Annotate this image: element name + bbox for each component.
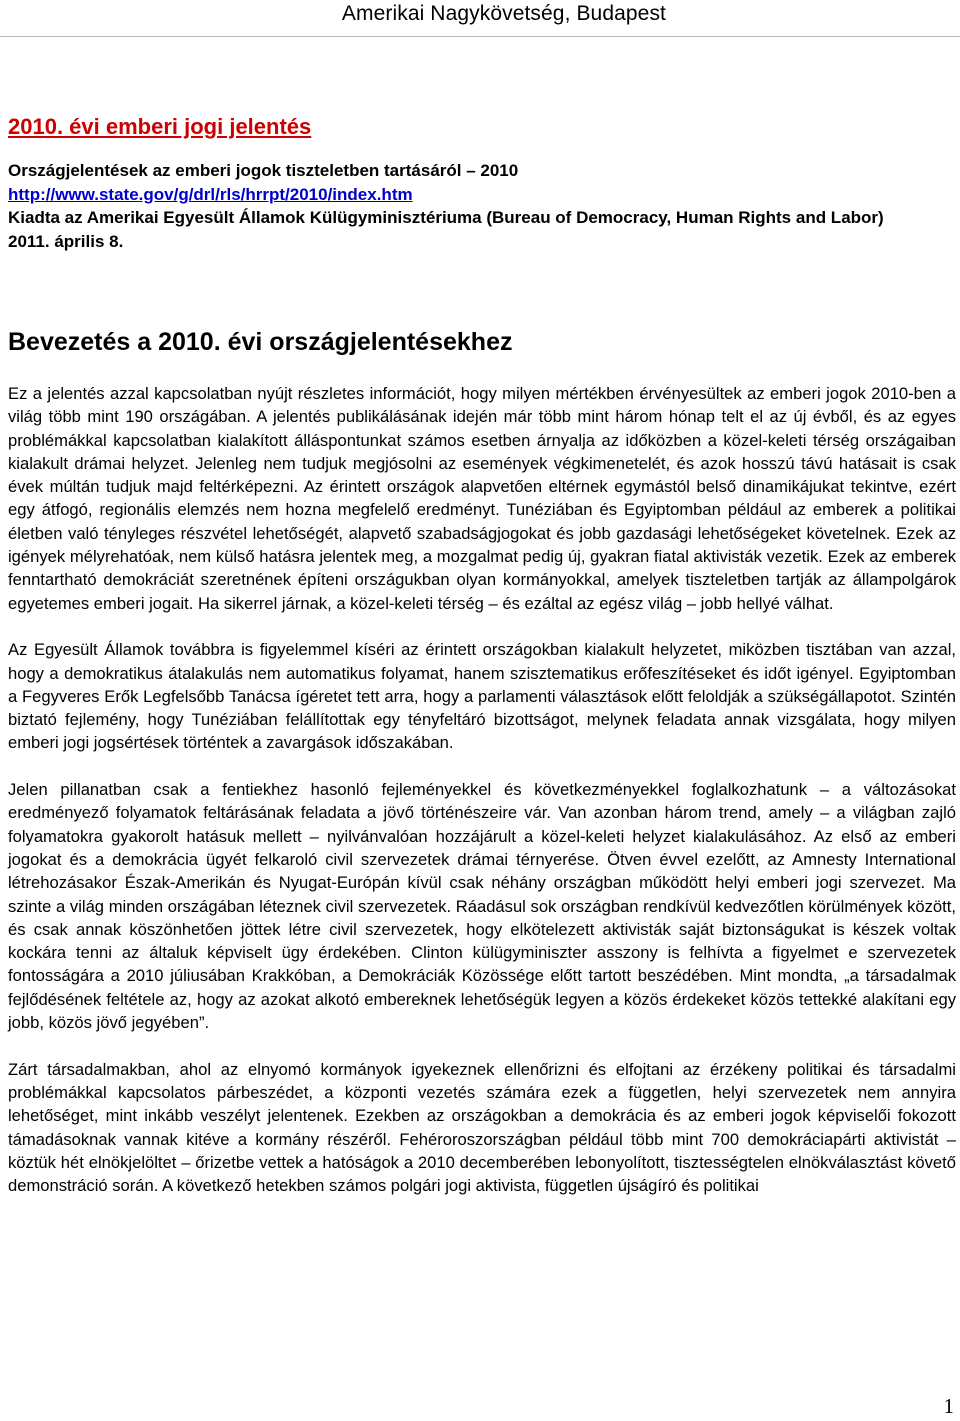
- source-link[interactable]: http://www.state.gov/g/drl/rls/hrrpt/2010/index.htm: [8, 184, 413, 204]
- paragraph: Jelen pillanatban csak a fentiekhez hasonló fejleményekkel és következményekkel foglalkozhatunk – a változásokat eredményező folyamatok feltárásának feladata a jövő történészeire vár. Van azonban három trend, amely – a világban zajló folyamatokra gyakorolt hatásuk mellett – nyilvánvalóan hozzájárult a közel-keleti helyzet kialakulásához. Az első az emberi jogokat és a demokrácia ügyét felkaroló civil szervezetek drámai térnyerése. Ötven évvel ezelőtt, az Amnesty International létrehozásakor Észak-Amerikán és Nyugat-Európán kívül csak néhány országban működött helyi emberi jogi szervezet. Ma szinte a világ minden országában léteznek civil szervezetek. Ráadásul sok országban rendkívül kedvezőtlen körülmények között, és csak annak köszönhetően jöttek létre civil szervezetek, hogy elkötelezett aktivisták saját biztonságukat is készek voltak kockára tenni az általuk képviselt ügy érdekében. Clinton külügyminiszter asszony is felhívta a figyelmet e szervezetek fontosságára a 2010 júliusában Krakkóban, a Demokráciák Közössége előtt tartott beszédében. Mint mondta, „a társadalmak fejlődésének feltétele az, hogy az azokat alkotó embereknek lehetőségük legyen a közös érdekeket közös tettekké alakítani egy jobb, közös jövő jegyében”.: [8, 780, 956, 1033]
- document-title: 2010. évi emberi jogi jelentés: [8, 114, 312, 139]
- publication-date: 2011. április 8.: [8, 231, 124, 251]
- document-meta: [8, 159, 956, 253]
- body-text: [8, 382, 956, 1221]
- page-number: 1: [943, 1394, 954, 1418]
- publisher-line: Kiadta az Amerikai Egyesült Államok Külügyminisztériuma (Bureau of Democracy, Human Rights and Labor): [8, 208, 884, 227]
- paragraph: Ez a jelentés azzal kapcsolatban nyújt részletes információt, hogy milyen mértékben érvényesültek az emberi jogok 2010-ben a világ több mint 190 országában. A jelentés publikálásának idején már több mint három hónap telt el az új évből, és az egyes problémákkal kapcsolatban kialakított álláspontunkat számos esetben árnyalja az időközben a közel-keleti térség országaiban kialakult drámai helyzet. Jelenleg nem tudjuk megjósolni az események végkimenetelét, és azok hosszú távú hatásait is csak évek múltán tudjuk majd feltérképezni. Az érintett országok alapvetően eltérnek egymástól belső dinamikájukat tekintve, ezért egy átfogó, regionális elemzés nem hozna megfelelő eredményt. Tunéziában és Egyiptomban például az emberek a politikai életben való tényleges részvétel lehetőségét, alapvető szabadságjogokat és jobb gazdasági lehetőségeket követelnek. Ezek az igények mélyrehatóak, nem külső hatásra jelentek meg, a mozgalmat pedig új, gyakran fiatal aktivisták vezetik. Ezek az emberek fenntartható demokráciát szeretnének építeni országukban olyan kormányokkal, amelyek tiszteletben tartják az állampolgárok egyetemes emberi jogait. Ha sikerrel járnak, a közel-keleti térség – és ezáltal az egész világ – jobb hellyé válhat.: [8, 384, 956, 613]
- section-heading: Bevezetés a 2010. évi országjelentésekhez: [8, 328, 513, 356]
- document-subtitle: Országjelentések az emberi jogok tiszteletben tartásáról – 2010: [8, 161, 519, 180]
- paragraph: Zárt társadalmakban, ahol az elnyomó kormányok igyekeznek ellenőrizni és elfojtani az érzékeny politikai és társadalmi problémákkal kapcsolatos párbeszédet, a központi vezetés számára ezek a független, helyi szervezetek nem annyira lehetőséget, mint inkább veszélyt jelentenek. Ezekben az országokban a demokrácia és az emberi jogok képviselői fokozott támadásoknak vannak kitéve a kormány részéről. Fehéroroszországban például több mint 700 demokráciapárti aktivistát – köztük hét elnökjelöltet – őrizetbe vettek a hatóságok a 2010 decemberében lebonyolított, tisztességtelen elnökválasztást követő demonstráció során. A következő hetekben számos polgári jogi aktivista, független újságíró és politikai: [8, 1059, 956, 1196]
- running-header: Amerikai Nagykövetség, Budapest: [341, 2, 666, 25]
- header-divider: [0, 36, 960, 37]
- paragraph: Az Egyesült Államok továbbra is figyelemmel kíséri az érintett országokban kialakult helyzetet, miközben tisztában van azzal, hogy a demokratikus átalakulás nem automatikus folyamat, hanem szisztematikus erőfeszítéseket és időt igényel. Egyiptomban a Fegyveres Erők Legfelsőbb Tanácsa ígéretet tett arra, hogy a parlamenti választások előtt feloldják a szükségállapotot. Szintén biztató fejlemény, hogy Tunéziában felállítottak egy tényfeltáró bizottságot, melynek feladata annak vizsgálata, hogy milyen emberi jogi jogsértések történtek a zavargások időszakában.: [8, 640, 956, 753]
